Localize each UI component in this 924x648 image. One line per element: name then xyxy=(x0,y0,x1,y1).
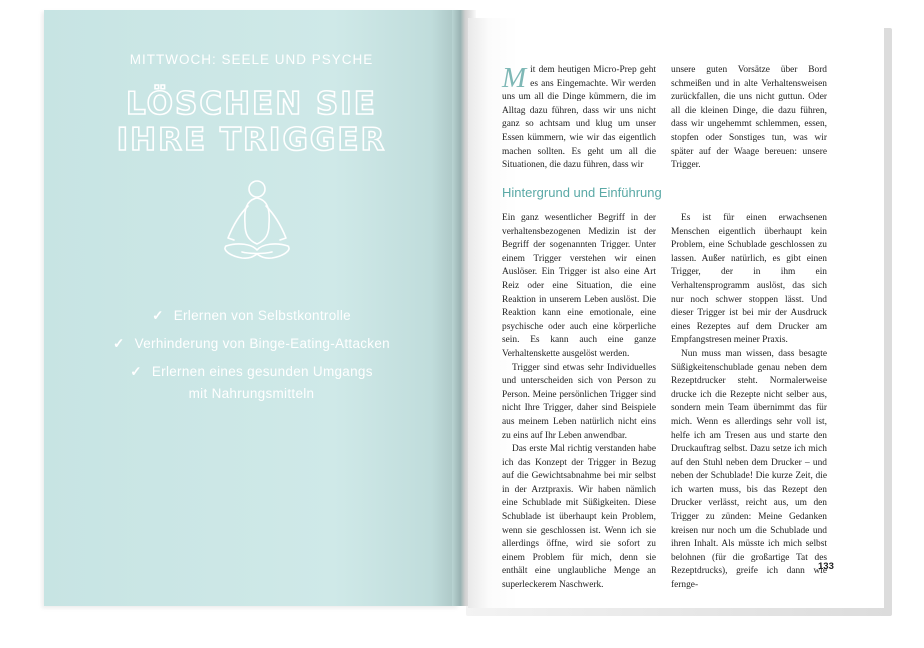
paragraph: Das erste Mal richtig verstanden habe ich das Konzept der Trigger in Bezug auf die Gewichtsabnahme bei mir selbst in der Arztpraxis. Wir haben nämlich eine Schublade mit Süßigkeiten. Diese Schublade ist überhaupt kein Problem, wenn sie geschlossen ist. Wenn ich sie allerdings öffne, wird sie sofort zu einem Problem für mich, denn sie enthält eine unglaubliche Menge an superleckerem Naschwerk. xyxy=(502,444,656,591)
benefit-text-continuation: mit Nahrungsmitteln xyxy=(188,386,315,401)
intro-column-2 xyxy=(671,64,827,173)
benefit-item xyxy=(44,330,459,358)
chapter-title xyxy=(44,86,459,158)
checkmark-icon: ✓ xyxy=(130,364,142,379)
benefit-text: Erlernen eines gesunden Umgangs xyxy=(151,364,373,379)
page-number: 133 xyxy=(818,561,834,572)
body-column-2 xyxy=(671,212,827,593)
day-label: MITTWOCH: SEELE UND PSYCHE xyxy=(129,52,374,67)
paragraph: Ein ganz wesentlicher Begriff in der verhaltensbezogenen Medizin ist der Begriff der sogenannten Trigger. Unter einem Trigger verstehen wir einen Auslöser. Ein Trigger ist also eine Art Reiz oder eine Situation, die eine Reaktion in unserem Leben auslöst. Die Reaktion kann eine emotionale, eine psychische oder auch eine körperliche sein. Es kann auch eine ganze Verhaltenskette ausgelöst werden. xyxy=(502,213,656,359)
dropcap-letter: M xyxy=(502,62,527,94)
chapter-title-line-2: IHRE TRIGGER xyxy=(116,122,387,158)
benefit-text: Verhinderung von Binge-Eating-Attacken xyxy=(134,336,390,351)
paragraph: Trigger sind etwas sehr Individuelles und unterscheiden sich von Person zu Person. Meine persönlichen Trigger sind nicht Ihre Trigger, daher sind Beispiele aus meinem Leben natürlich nicht eins zu eins auf Ihr Leben anwendbar. xyxy=(502,362,656,441)
intro-column-1 xyxy=(502,64,656,173)
benefit-item xyxy=(44,358,459,404)
benefit-item xyxy=(44,302,459,330)
paragraph: Es ist für einen erwachsenen Menschen eigentlich überhaupt kein Problem, eine Schublade geschlossen zu lassen. Außer natürlich, es gibt einen Trigger, der in ihm ein Verhaltensprogramm auslöst, das sich nur noch schwer stoppen lässt. Und dieser Trigger ist bei mir der Ausdruck eines Rezeptes auf dem Drucker am Empfangstresen meiner Praxis. xyxy=(671,213,827,346)
intro-text-2: unsere guten Vorsätze über Bord schmeißen und in alte Verhaltensweisen zurückfallen, die uns nicht guttun. Oder all die kleinen Dinge, die dazu führen, dass wir ungehemmt schlemmen, essen, stopfen oder Sonstiges tun, was wir später auf der Waage bereuen: unsere Trigger. xyxy=(671,65,827,171)
checkmark-icon: ✓ xyxy=(113,336,125,351)
benefits-list xyxy=(44,302,459,404)
checkmark-icon: ✓ xyxy=(152,308,164,323)
intro-text-1: it dem heutigen Micro-Prep geht es ans Eingemachte. Wir werden uns um all die Dinge kümmern, die im Alltag dazu führen, dass wir uns nicht ganz so achtsam und klug um unser Essen kümmern, wie wir das eigentlich machen sollten. Es geht um all die Situationen, die dazu führen, dass wir xyxy=(502,65,656,171)
section-heading: Hintergrund und Einführung xyxy=(502,185,662,200)
paragraph: Nun muss man wissen, dass besagte Süßigkeitenschublade genau neben dem Rezeptdrucker steht. Normalerweise drucke ich die Rezepte nicht selber aus, sondern mein Team übernimmt das für mich. Wenn es allerdings sehr voll ist, helfe ich am Tresen aus und starte den Druckauftrag selbst. Dazu setze ich mich auf den Stuhl neben dem Drucker – und neben der Schublade! Die kurze Zeit, die ich warten muss, bis das Rezept den Drucker verlässt, reicht aus, um den Trigger zu zünden: Meine Gedanken kreisen nur noch um die Schublade und ihren Inhalt. Als müsste ich mich selbst belohnen (für die großartige Tat des Rezeptdrucks), greife ich dann wie fernge- xyxy=(671,348,827,591)
body-column-1 xyxy=(502,212,656,593)
chapter-title-line-1: LÖSCHEN SIE xyxy=(126,86,377,122)
benefit-text: Erlernen von Selbstkontrolle xyxy=(173,308,351,323)
meditation-figure-icon xyxy=(212,176,302,276)
